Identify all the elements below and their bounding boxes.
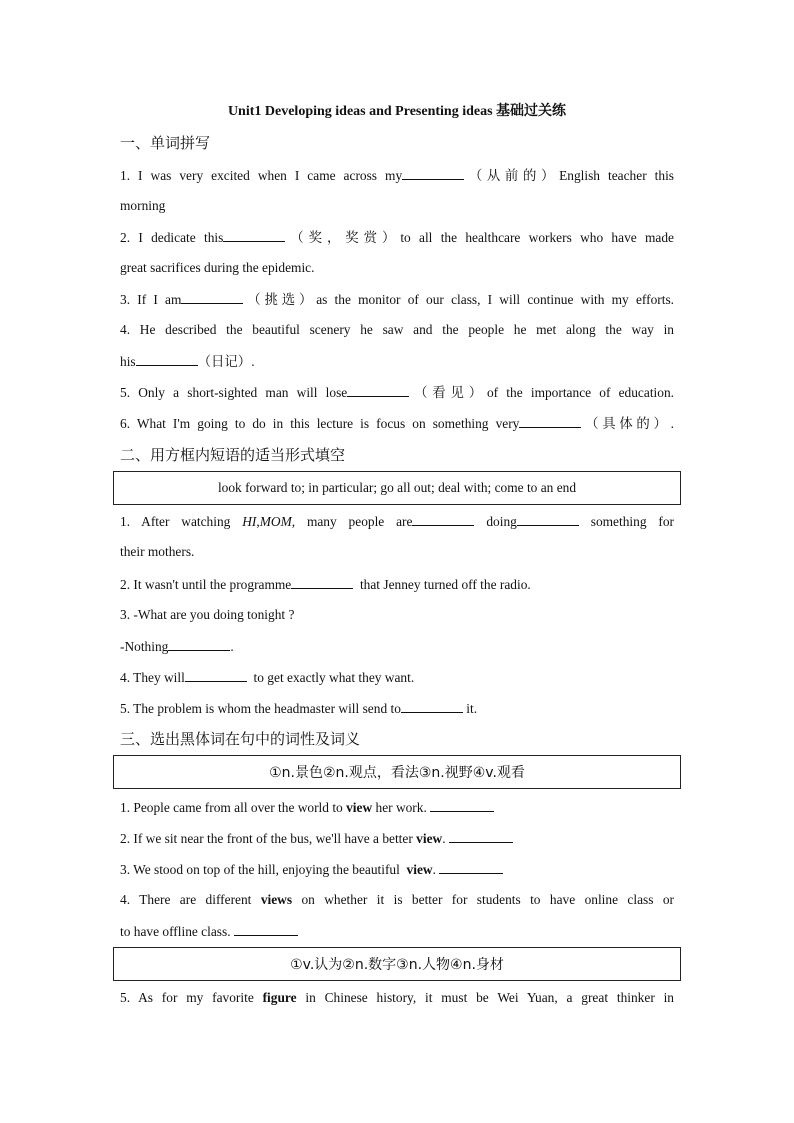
answer-blank[interactable]: [439, 859, 503, 874]
answer-blank[interactable]: [168, 636, 230, 651]
answer-blank[interactable]: [402, 165, 464, 180]
answer-blank[interactable]: [185, 667, 247, 682]
s1-question-5: 5. Only a short-sighted man will lose （看见）of the importance of education.: [120, 382, 674, 404]
meaning-box-view: ①n.景色②n.观点，看法③n.视野④v.观看: [113, 755, 681, 789]
s2-question-5: 5. The problem is whom the headmaster will send to it.: [120, 698, 674, 719]
answer-blank[interactable]: [430, 797, 494, 812]
page-title: Unit1 Developing ideas and Presenting ideas 基础过关练: [227, 104, 567, 119]
section-3-heading: 三、选出黑体词在句中的词性及词义: [120, 730, 361, 748]
s2-question-1-line-2: their mothers.: [120, 544, 195, 559]
section-1-heading: 一、单词拼写: [120, 134, 211, 152]
s1-question-2-line-1: 2. I dedicate this （奖，奖赏）to all the healthcare workers who have made: [120, 227, 674, 249]
section-2-heading: 二、用方框内短语的适当形式填空: [120, 446, 346, 464]
answer-blank[interactable]: [181, 289, 243, 304]
answer-blank[interactable]: [223, 227, 285, 242]
s2-question-2: 2. It wasn't until the programme that Jenney turned off the radio.: [120, 574, 674, 595]
s3-question-1: 1. People came from all over the world to view her work.: [120, 797, 674, 818]
s1-question-3: 3. If I am （挑选）as the monitor of our class, I will continue with my efforts.: [120, 289, 674, 311]
s2-question-3-line-2: -Nothing .: [120, 636, 674, 657]
s1-question-1-line-1: 1. I was very excited when I came across my （从前的）English teacher this: [120, 165, 674, 187]
s1-question-4-line-2: his （日记）.: [120, 351, 674, 373]
s1-question-2-line-2: great sacrifices during the epidemic.: [120, 260, 315, 275]
answer-blank[interactable]: [449, 828, 513, 843]
answer-blank[interactable]: [234, 921, 298, 936]
answer-blank[interactable]: [136, 351, 198, 366]
s3-question-3: 3. We stood on top of the hill, enjoying the beautiful view.: [120, 859, 674, 880]
phrase-box: look forward to; in particular; go all out; deal with; come to an end: [113, 471, 681, 505]
s3-question-4-line-2: to have offline class.: [120, 921, 674, 942]
s1-question-1-line-2: morning: [120, 198, 166, 213]
answer-blank[interactable]: [291, 574, 353, 589]
answer-blank[interactable]: [401, 698, 463, 713]
s2-question-1-line-1: 1. After watching HI,MOM, many people are doing something for: [120, 511, 674, 532]
answer-blank[interactable]: [412, 511, 474, 526]
meaning-box-figure: ①v.认为②n.数字③n.人物④n.身材: [113, 947, 681, 981]
s2-question-4: 4. They will to get exactly what they want.: [120, 667, 674, 688]
s1-question-6: 6. What I'm going to do in this lecture is focus on something very （具体的）.: [120, 413, 674, 435]
s3-question-4-line-1: 4. There are different views on whether it is better for students to have online class or: [120, 892, 675, 907]
answer-blank[interactable]: [517, 511, 579, 526]
s2-question-3-line-1: 3. -What are you doing tonight ?: [120, 607, 295, 622]
answer-blank[interactable]: [519, 413, 581, 428]
answer-blank[interactable]: [347, 382, 409, 397]
s1-question-4-line-1: 4. He described the beautiful scenery he saw and the people he met along the way in: [120, 322, 674, 337]
s3-question-5-line-1: 5. As for my favorite figure in Chinese history, it must be Wei Yuan, a great thinker in: [120, 990, 674, 1005]
s3-question-2: 2. If we sit near the front of the bus, we'll have a better view.: [120, 828, 674, 849]
